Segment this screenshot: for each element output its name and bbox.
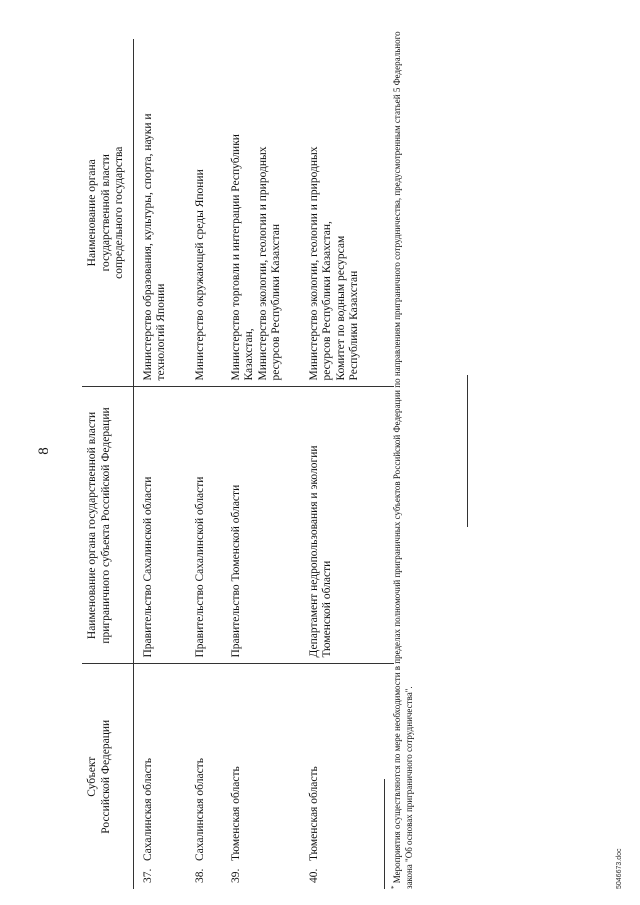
table-row xyxy=(300,39,394,889)
table-row xyxy=(222,39,300,889)
cell-subject: 40.Тюменская область xyxy=(307,766,320,883)
cell-ru-body: Департамент недропользования и экологии Тюменской области xyxy=(300,387,394,664)
end-separator-line xyxy=(467,375,468,527)
cell-foreign-body: Министерство торговли и интеграции Республики Казахстан, Министерство экологии, геологии и природных ресурсов Республики Казахстан xyxy=(222,39,300,387)
footnote xyxy=(388,9,415,889)
cell-subject: 37.Сахалинская область xyxy=(141,758,154,883)
cell-subject: 39.Тюменская область xyxy=(229,766,242,883)
cell-foreign-body: Министерство окружающей среды Японии xyxy=(186,39,222,387)
document-reference: 5046673.doc xyxy=(616,848,623,889)
page-number: 8 xyxy=(36,447,52,455)
cell-ru-body: Правительство Сахалинской области xyxy=(133,387,186,664)
header-subject: Субъект Российской Федерации xyxy=(82,664,133,889)
cell-foreign-body: Министерство образования, культуры, спорта, науки и технологий Японии xyxy=(133,39,186,387)
table-row xyxy=(186,39,222,889)
cell-subject: 38.Сахалинская область xyxy=(193,758,206,883)
cell-ru-body: Правительство Тюменской области xyxy=(222,387,300,664)
table-row xyxy=(133,39,186,889)
table-header-row xyxy=(82,39,133,889)
subjects-table xyxy=(82,39,394,889)
cell-ru-body: Правительство Сахалинской области xyxy=(186,387,222,664)
footnote-mark: * xyxy=(390,885,398,889)
header-foreign-body: Наименование органа государственной власти сопредельного государства xyxy=(82,39,133,387)
header-ru-body: Наименование органа государственной власти приграничного субъекта Российской Федерации xyxy=(82,387,133,664)
footnote-text: Мероприятия осуществляются по мере необходимости в пределах полномочий приграничных субъектов Российской Федерации по направлениям приграничного сотрудничества, предусмотренным статьей 5 Федерального закона "Об основах приграничного сотрудничества". xyxy=(392,31,414,889)
cell-foreign-body: Министерство экологии, геологии и природных ресурсов Республики Казахстан, Комитет по водным ресурсам Республики Казахстан xyxy=(300,39,394,387)
footnote-rule xyxy=(384,779,385,889)
